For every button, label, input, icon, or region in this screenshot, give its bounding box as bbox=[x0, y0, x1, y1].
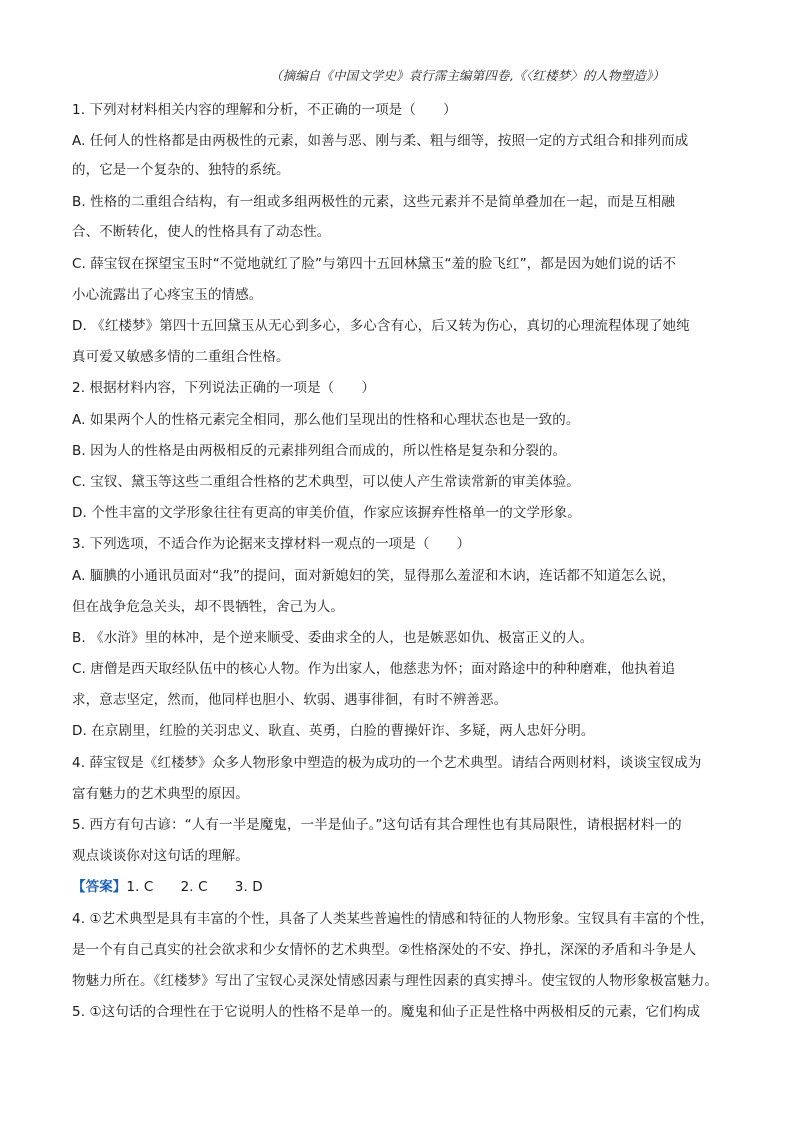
q1-option-a: A. 任何人的性格都是由两极性的元素，如善与恶、刚与柔、粗与细等，按照一定的方式组合和排列而成 bbox=[72, 133, 689, 149]
q1-option-d: D. 《红楼梦》第四十五回黛玉从无心到多心，多心含有心，后又转为伤心，真切的心理流程体现了她纯 bbox=[72, 318, 690, 334]
question-3-stem: 3. 下列选项，不适合作为论据来支撑材料一观点的一项是（ ） bbox=[72, 536, 471, 552]
q3-option-d: D. 在京剧里，红脸的关羽忠义、耿直、英勇，白脸的曹操奸诈、多疑，两人忠奸分明。 bbox=[72, 723, 595, 739]
q1-option-b: B. 性格的二重组合结构，有一组或多组两极性的元素，这些元素并不是简单叠加在一起，而是互相融 bbox=[72, 194, 675, 210]
q2-option-d: D. 个性丰富的文学形象往往有更高的审美价值，作家应该摒弃性格单一的文学形象。 bbox=[72, 505, 581, 521]
question-2-stem: 2. 根据材料内容，下列说法正确的一项是（ ） bbox=[72, 380, 376, 396]
explanation-4-line-2: 是一个有自己真实的社会欲求和少女情怀的艺术典型。②性格深处的不安、挣扎，深深的矛盾和斗争是人 bbox=[72, 942, 697, 958]
q1-option-d-cont: 真可爱又敏感多情的二重组合性格。 bbox=[72, 349, 290, 365]
question-5-stem: 5. 西方有句古谚：“人有一半是魔鬼，一半是仙子。”这句话有其合理性也有其局限性，请根据材料一的 bbox=[72, 817, 682, 833]
explanation-5-line-1: 5. ①这句话的合理性在于它说明人的性格不是单一的。魔鬼和仙子正是性格中两极相反的元素，它们构成 bbox=[72, 1004, 701, 1020]
q1-option-c-cont: 小心流露出了心疼宝玉的情感。 bbox=[72, 287, 263, 303]
q3-option-c: C. 唐僧是西天取经队伍中的核心人物。作为出家人，他慈悲为怀；面对路途中的种种磨难，他执着追 bbox=[72, 661, 676, 677]
question-1-stem: 1. 下列对材料相关内容的理解和分析，不正确的一项是（ ） bbox=[72, 102, 457, 118]
q2-option-a: A. 如果两个人的性格元素完全相同，那么他们呈现出的性格和心理状态也是一致的。 bbox=[72, 412, 580, 428]
q3-option-c-cont: 求，意志坚定，然而，他同样也胆小、软弱、遇事徘徊，有时不辨善恶。 bbox=[72, 692, 508, 708]
question-4-stem: 4. 薛宝钗是《红楼梦》众多人物形象中塑造的极为成功的一个艺术典型。请结合两则材料，谈谈宝钗成为 bbox=[72, 755, 702, 771]
explanation-4-line-1: 4. ①艺术典型是具有丰富的个性，具备了人类某些普遍性的情感和特征的人物形象。宝钗具有丰富的个性， bbox=[72, 911, 714, 927]
q1-option-a-cont: 的，它是一个复杂的、独特的系统。 bbox=[72, 162, 290, 178]
explanation-4-line-3: 物魅力所在。《红楼梦》写出了宝钗心灵深处情感因素与理性因素的真实搏斗。使宝钗的人物形象极富魅力。 bbox=[72, 973, 719, 989]
q1-option-c: C. 薛宝钗在探望宝玉时“不觉地就红了脸”与第四十五回林黛玉“羞的脸飞红”，都是因为她们说的话不 bbox=[72, 256, 677, 272]
q3-option-a: A. 腼腆的小通讯员面对“我”的提问，面对新媳妇的笑，显得那么羞涩和木讷，连话都不知道怎么说， bbox=[72, 568, 676, 584]
q2-option-c: C. 宝钗、黛玉等这些二重组合性格的艺术典型，可以使人产生常读常新的审美体验。 bbox=[72, 474, 580, 490]
q3-option-b: B. 《水浒》里的林冲，是个逆来顺受、委曲求全的人，也是嫉恶如仇、极富正义的人。 bbox=[72, 630, 594, 646]
source-citation: （摘编自《中国文学史》袁行霈主编第四卷,《〈红楼梦〉的人物塑造》） bbox=[270, 68, 665, 83]
q1-option-b-cont: 合、不断转化，使人的性格具有了动态性。 bbox=[72, 224, 331, 240]
answer-tag: 【答案】 bbox=[72, 879, 127, 895]
q3-option-a-cont: 但在战争危急关头，却不畏牺牲，舍己为人。 bbox=[72, 599, 344, 615]
q2-option-b: B. 因为人的性格是由两极相反的元素排列组合而成的，所以性格是复杂和分裂的。 bbox=[72, 443, 567, 459]
answer-key bbox=[72, 877, 732, 897]
question-4-stem-cont: 富有魅力的艺术典型的原因。 bbox=[72, 786, 249, 802]
question-5-stem-cont: 观点谈谈你对这句话的理解。 bbox=[72, 848, 249, 864]
answer-values: 1. C 2. C 3. D bbox=[126, 879, 263, 895]
